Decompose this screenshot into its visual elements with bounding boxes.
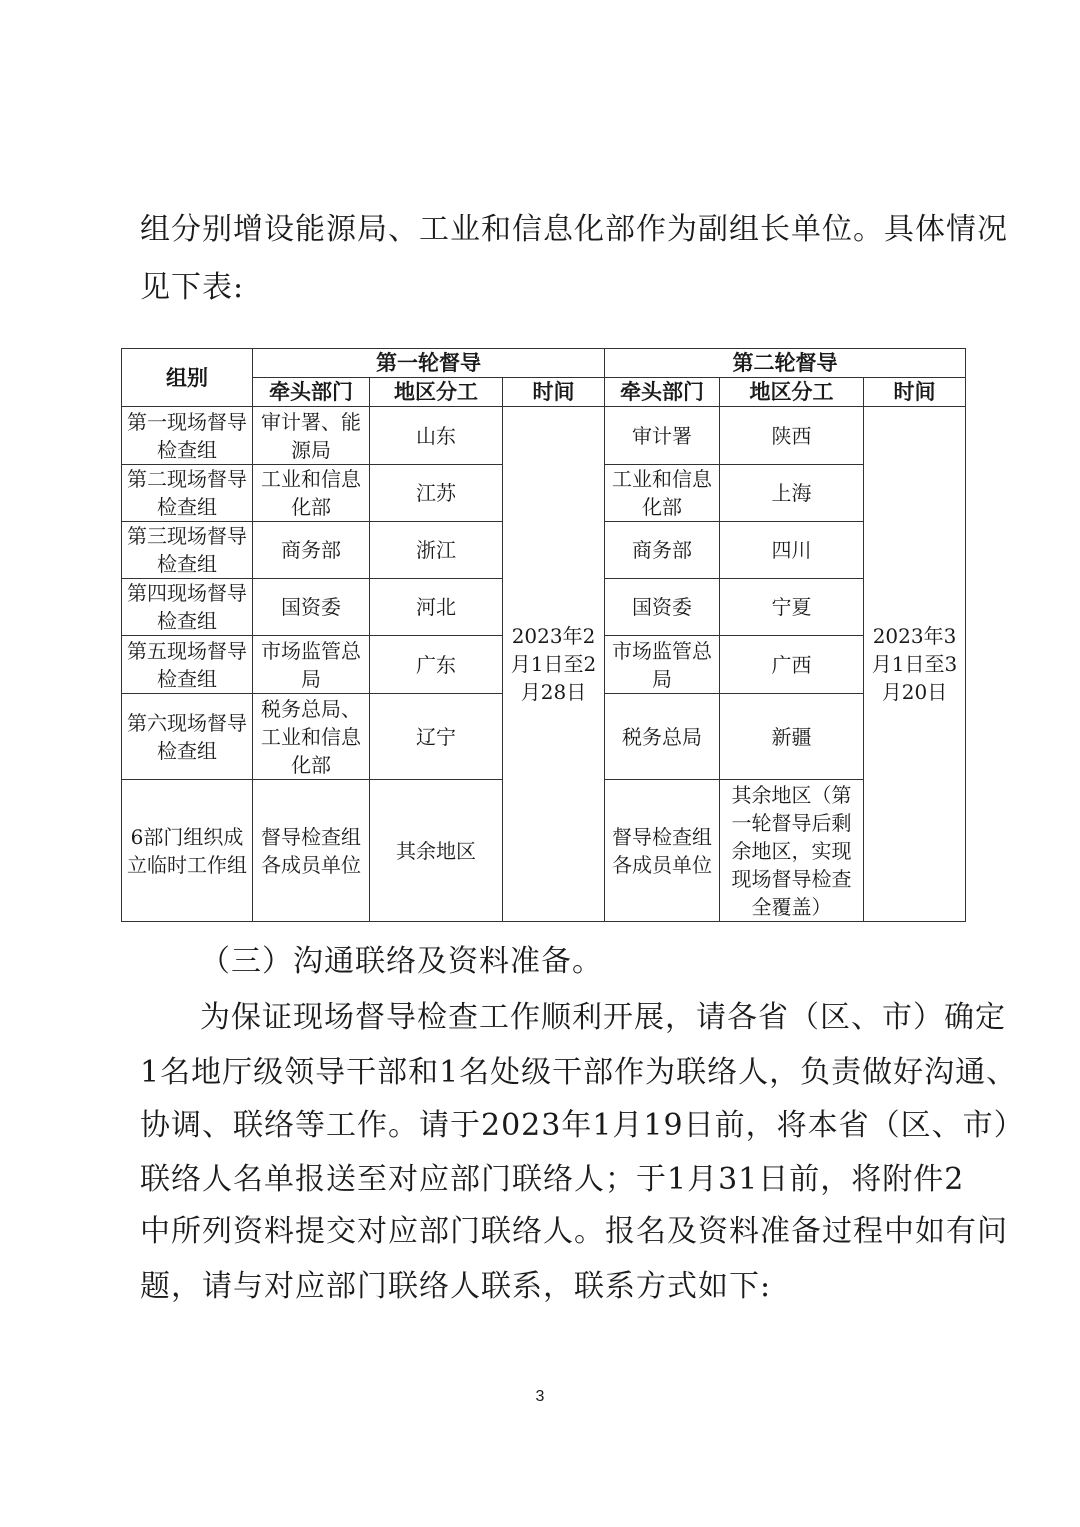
header-r1-time: 时间 <box>503 378 605 407</box>
header-r2-lead: 牵头部门 <box>605 378 720 407</box>
page-number: 3 <box>535 1388 545 1405</box>
r1-region-cell: 辽宁 <box>370 694 503 780</box>
r1-lead-cell: 商务部 <box>253 522 370 579</box>
body-line: 题，请与对应部门联络人联系，联系方式如下: <box>140 1269 772 1304</box>
supervision-table <box>121 348 966 922</box>
r2-region-cell: 广西 <box>720 636 864 694</box>
r1-region-cell: 江苏 <box>370 465 503 522</box>
r2-region-cell: 上海 <box>720 465 864 522</box>
body-line: 联络人名单报送至对应部门联络人；于1月31日前，将附件2 <box>140 1162 965 1197</box>
body-line: 1名地厅级领导干部和1名处级干部作为联络人，负责做好沟通、 <box>140 1055 1018 1090</box>
r2-region-cell: 陕西 <box>720 407 864 465</box>
group-cell: 第二现场督导检查组 <box>122 465 253 522</box>
body-line: 协调、联络等工作。请于2023年1月19日前，将本省（区、市） <box>140 1108 1025 1143</box>
group-cell: 第一现场督导检查组 <box>122 407 253 465</box>
r1-region-cell: 山东 <box>370 407 503 465</box>
r1-lead-cell: 国资委 <box>253 579 370 636</box>
r2-region-cell: 宁夏 <box>720 579 864 636</box>
group-cell: 第五现场督导检查组 <box>122 636 253 694</box>
header-round1: 第一轮督导 <box>253 349 605 378</box>
r1-lead-cell: 审计署、能源局 <box>253 407 370 465</box>
header-r1-region: 地区分工 <box>370 378 503 407</box>
r1-region-cell: 广东 <box>370 636 503 694</box>
round2-time-cell: 2023年3月1日至3月20日 <box>864 407 966 922</box>
intro-line-2: 见下表: <box>140 270 245 305</box>
r1-lead-cell: 督导检查组各成员单位 <box>253 780 370 922</box>
r2-lead-cell: 审计署 <box>605 407 720 465</box>
r2-lead-cell: 市场监管总局 <box>605 636 720 694</box>
r1-lead-cell: 工业和信息化部 <box>253 465 370 522</box>
header-r2-region: 地区分工 <box>720 378 864 407</box>
header-round2: 第二轮督导 <box>605 349 966 378</box>
body-line: 中所列资料提交对应部门联络人。报名及资料准备过程中如有问 <box>140 1214 1008 1249</box>
r2-lead-cell: 国资委 <box>605 579 720 636</box>
group-cell: 第三现场督导检查组 <box>122 522 253 579</box>
r2-lead-cell: 工业和信息化部 <box>605 465 720 522</box>
table-row <box>122 407 966 465</box>
r2-region-cell: 新疆 <box>720 694 864 780</box>
r2-lead-cell: 税务总局 <box>605 694 720 780</box>
section-heading: （三）沟通联络及资料准备。 <box>200 944 603 979</box>
header-group: 组别 <box>122 349 253 407</box>
r1-lead-cell: 税务总局、工业和信息化部 <box>253 694 370 780</box>
r2-lead-cell: 督导检查组各成员单位 <box>605 780 720 922</box>
r1-lead-cell: 市场监管总局 <box>253 636 370 694</box>
group-cell: 第六现场督导检查组 <box>122 694 253 780</box>
r1-region-cell: 河北 <box>370 579 503 636</box>
round1-time-cell: 2023年2月1日至2月28日 <box>503 407 605 922</box>
r1-region-cell: 浙江 <box>370 522 503 579</box>
header-r2-time: 时间 <box>864 378 966 407</box>
r2-lead-cell: 商务部 <box>605 522 720 579</box>
group-cell: 6部门组织成立临时工作组 <box>122 780 253 922</box>
group-cell: 第四现场督导检查组 <box>122 579 253 636</box>
r2-region-cell: 四川 <box>720 522 864 579</box>
r2-region-cell: 其余地区（第一轮督导后剩余地区，实现现场督导检查全覆盖） <box>720 780 864 922</box>
intro-line-1: 组分别增设能源局、工业和信息化部作为副组长单位。具体情况 <box>140 212 1008 247</box>
r1-region-cell: 其余地区 <box>370 780 503 922</box>
body-line: 为保证现场督导检查工作顺利开展，请各省（区、市）确定 <box>200 1000 1006 1035</box>
header-r1-lead: 牵头部门 <box>253 378 370 407</box>
